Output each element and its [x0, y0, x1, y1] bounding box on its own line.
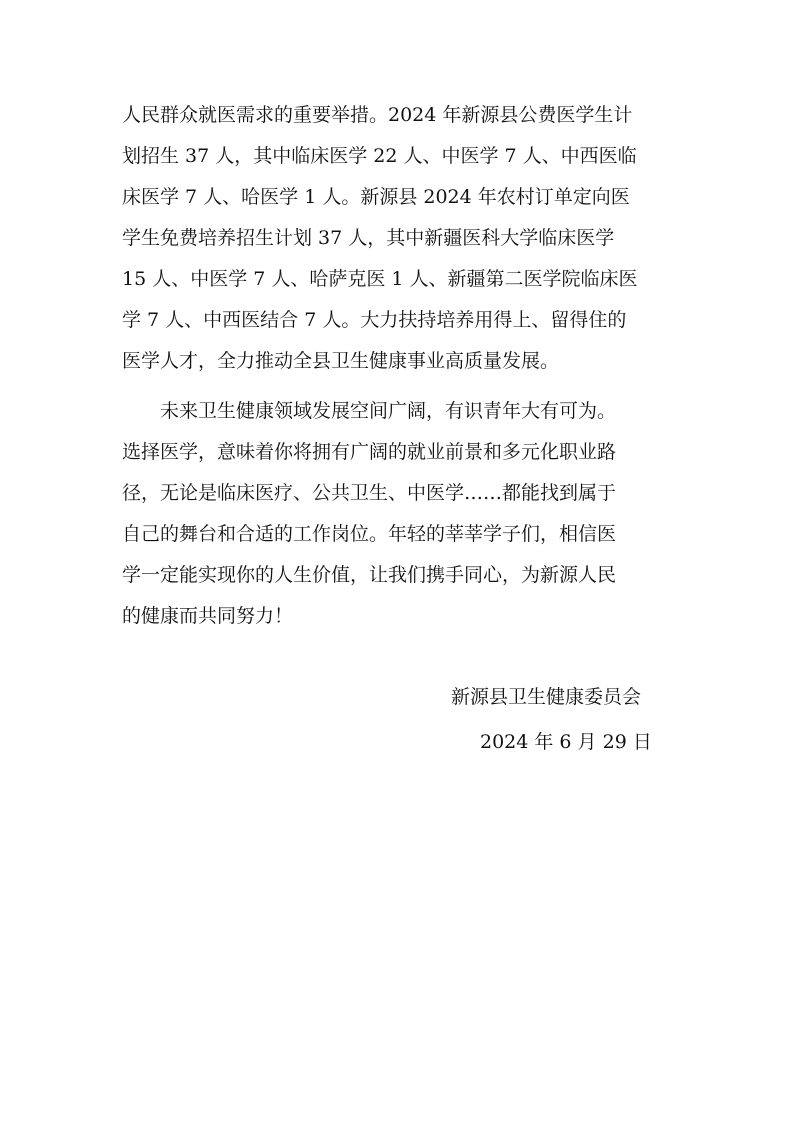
paragraph-line: 自己的舞台和合适的工作岗位。年轻的莘莘学子们，相信医 [122, 523, 617, 545]
signature-date: 2024 年 6 月 29 日 [480, 731, 652, 753]
paragraph-line: 医学人才，全力推动全县卫生健康事业高质量发展。 [122, 350, 560, 372]
paragraph-line: 的健康而共同努力！ [122, 605, 294, 627]
paragraph-line: 学一定能实现你的人生价值，让我们携手同心，为新源人民 [122, 564, 617, 586]
paragraph-line: 床医学 7 人、哈医学 1 人。新源县 2024 年农村订单定向医 [122, 186, 630, 208]
paragraph-line: 人民群众就医需求的重要举措。2024 年新源县公费医学生计 [122, 104, 633, 126]
paragraph-line: 径，无论是临床医疗、公共卫生、中医学……都能找到属于 [122, 482, 617, 504]
paragraph-line: 学 7 人、中西医结合 7 人。大力扶持培养用得上、留得住的 [122, 309, 627, 331]
paragraph-line: 选择医学，意味着你将拥有广阔的就业前景和多元化职业路 [122, 441, 617, 463]
paragraph-line: 学生免费培养招生计划 37 人，其中新疆医科大学临床医学 [122, 227, 615, 249]
paragraph-line: 划招生 37 人，其中临床医学 22 人、中医学 7 人、中西医临 [122, 145, 637, 167]
signature-organization: 新源县卫生健康委员会 [451, 686, 642, 708]
paragraph-line: 未来卫生健康领域发展空间广阔，有识青年大有可为。 [122, 400, 617, 422]
paragraph-line: 15 人、中医学 7 人、哈萨克医 1 人、新疆第二医学院临床医 [122, 268, 638, 290]
